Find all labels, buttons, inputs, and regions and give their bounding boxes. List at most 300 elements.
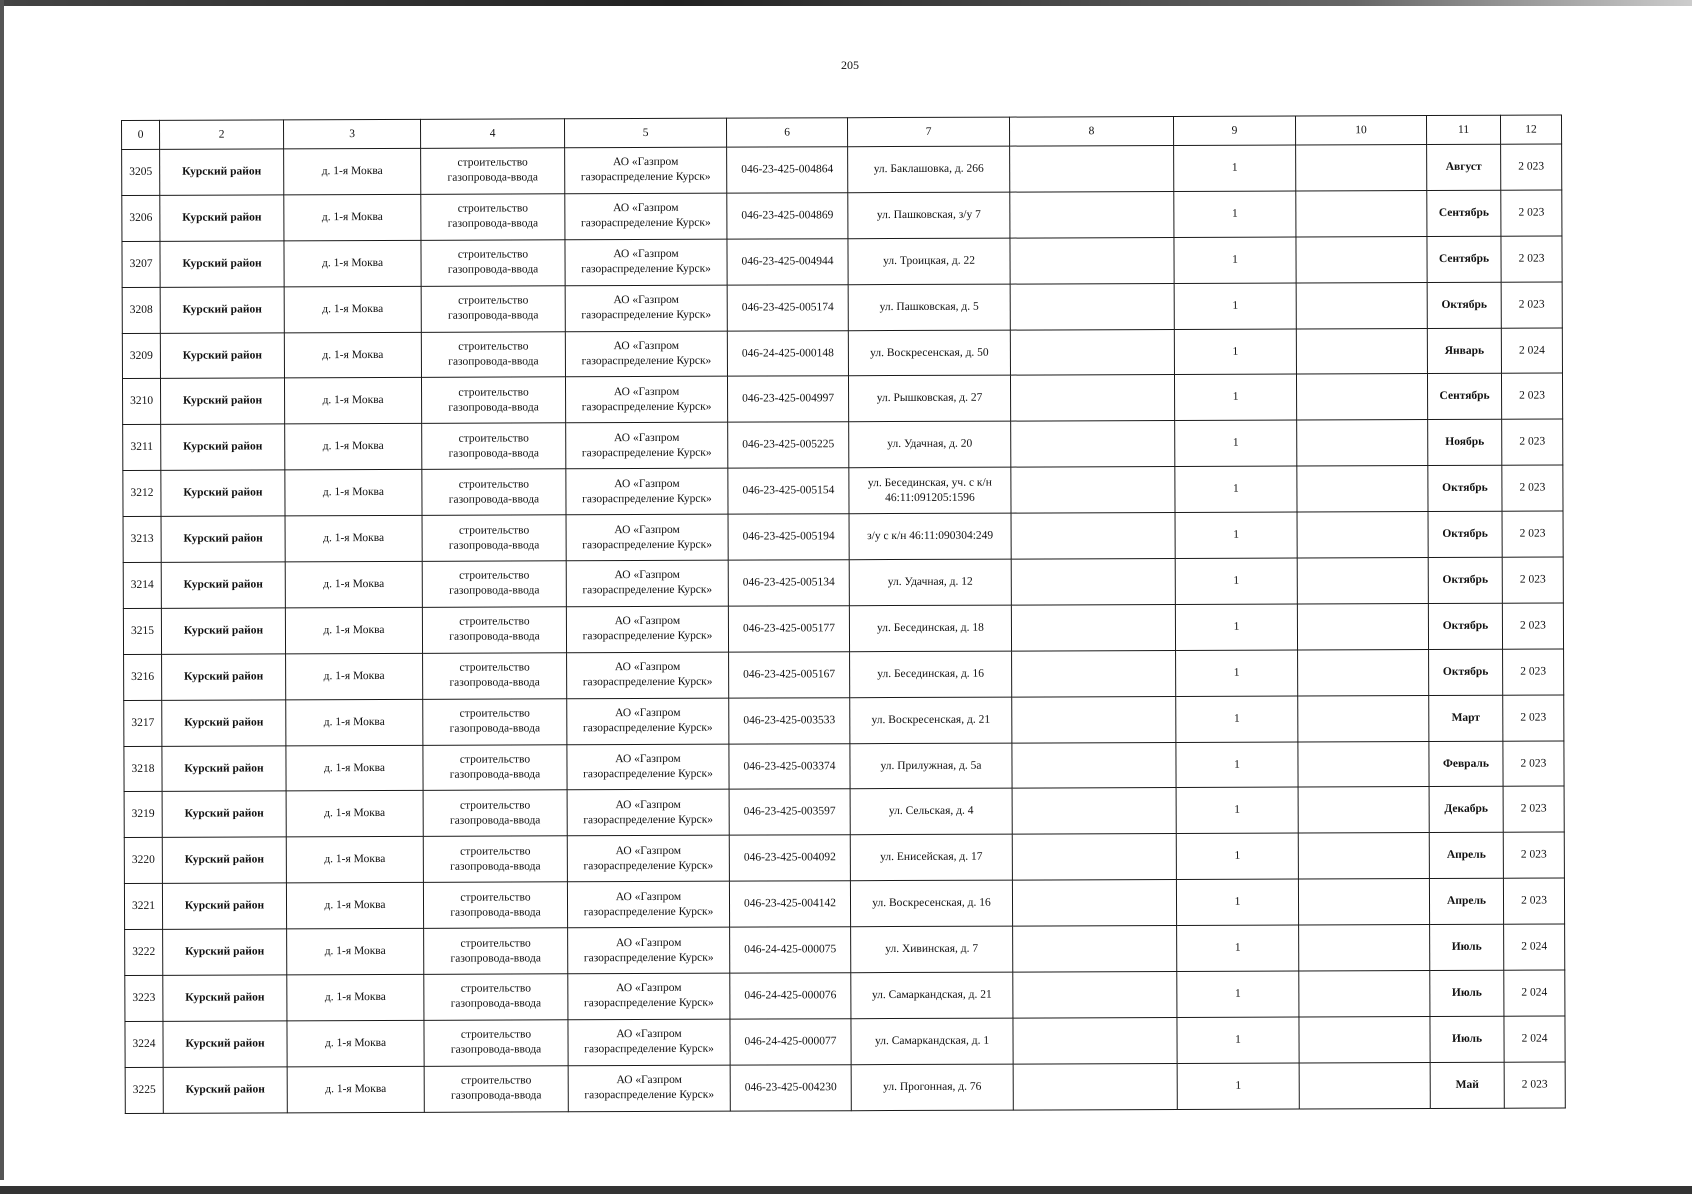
address-cell: ул. Прогонная, д. 76 xyxy=(851,1064,1013,1111)
work-type-line: строительство xyxy=(459,661,530,674)
district-cell: Курский район xyxy=(163,929,287,975)
address-cell: ул. Рышковская, д. 27 xyxy=(848,376,1010,423)
locality-cell: д. 1-я Моква xyxy=(287,974,424,1020)
month-cell: Март xyxy=(1429,695,1503,741)
organization-line: газораспределение Курск» xyxy=(583,859,714,873)
count-cell: 1 xyxy=(1177,971,1299,1017)
column-8-cell xyxy=(1011,467,1175,514)
work-type-line: строительство xyxy=(458,523,530,537)
row-number-cell: 3217 xyxy=(124,700,162,746)
organization-line: АО «Газпром xyxy=(613,339,680,353)
organization-line: газораспределение Курск» xyxy=(584,1088,715,1102)
column-8-cell xyxy=(1012,834,1176,881)
registration-code-cell: 046-23-425-005134 xyxy=(728,560,849,606)
organization-line: АО «Газпром xyxy=(615,936,682,949)
count-cell: 1 xyxy=(1176,833,1298,879)
locality-cell: д. 1-я Моква xyxy=(286,791,423,837)
month-cell: Сентябрь xyxy=(1427,374,1501,420)
column-8-cell xyxy=(1012,742,1176,789)
scan-edge-bottom xyxy=(0,1186,1692,1194)
table-row xyxy=(122,282,1562,333)
work-type-cell xyxy=(421,148,565,194)
district-cell: Курский район xyxy=(163,975,287,1021)
row-number-cell: 3219 xyxy=(124,792,162,838)
column-header: 0 xyxy=(122,120,160,149)
organization-line: АО «Газпром xyxy=(615,752,681,766)
scan-edge-top xyxy=(0,0,1692,6)
locality-cell: д. 1-я Моква xyxy=(286,699,423,745)
column-10-cell xyxy=(1297,603,1428,649)
column-header: 12 xyxy=(1500,115,1561,144)
organization-line: газораспределение Курск» xyxy=(582,538,713,551)
month-cell: Октябрь xyxy=(1428,511,1502,557)
organization-line: газораспределение Курск» xyxy=(583,951,714,964)
organization-line: АО «Газпром xyxy=(614,477,680,490)
month-cell: Август xyxy=(1427,144,1501,190)
work-type-cell xyxy=(423,790,567,836)
organization-line: АО «Газпром xyxy=(616,982,682,995)
organization-line: АО «Газпром xyxy=(615,890,682,903)
table-row xyxy=(122,144,1562,195)
column-10-cell xyxy=(1298,833,1429,879)
organization-line: газораспределение Курск» xyxy=(584,997,714,1010)
address-cell: ул. Бесединская, д. 18 xyxy=(849,605,1011,652)
work-type-cell xyxy=(424,928,568,974)
work-type-cell xyxy=(423,698,567,744)
organization-line: газораспределение Курск» xyxy=(582,630,713,643)
column-8-cell xyxy=(1011,421,1175,468)
organization-cell xyxy=(565,147,727,194)
organization-line: АО «Газпром xyxy=(615,844,682,857)
row-number-cell: 3209 xyxy=(122,333,160,379)
organization-cell xyxy=(568,973,730,1020)
month-cell: Ноябрь xyxy=(1428,420,1502,466)
column-10-cell xyxy=(1296,236,1427,282)
month-cell: Октябрь xyxy=(1428,557,1502,603)
column-8-cell xyxy=(1011,604,1175,651)
column-10-cell xyxy=(1297,420,1428,466)
district-cell: Курский район xyxy=(160,195,284,241)
registration-code-cell: 046-24-425-000148 xyxy=(727,330,848,376)
month-cell: Апрель xyxy=(1429,878,1503,924)
registration-code-cell: 046-24-425-000076 xyxy=(730,973,851,1019)
registration-code-cell: 046-23-425-005174 xyxy=(727,284,848,330)
organization-cell xyxy=(568,927,730,974)
count-cell: 1 xyxy=(1174,329,1296,375)
table-row xyxy=(124,878,1564,929)
column-8-cell xyxy=(1012,650,1176,697)
locality-cell: д. 1-я Моква xyxy=(284,378,421,424)
column-10-cell xyxy=(1297,512,1428,558)
work-type-cell xyxy=(423,653,567,699)
work-type-line: строительство xyxy=(457,156,528,170)
work-type-line: газопровода-ввода xyxy=(450,1043,542,1057)
month-cell: Сентябрь xyxy=(1427,190,1501,236)
year-cell: 2 023 xyxy=(1502,419,1563,465)
address-cell: ул. Баклашовка, д. 266 xyxy=(848,146,1010,193)
table-row xyxy=(123,419,1563,470)
month-cell: Июль xyxy=(1430,1016,1504,1062)
column-header: 11 xyxy=(1426,115,1500,144)
locality-cell: д. 1-я Моква xyxy=(285,470,422,516)
work-type-line: строительство xyxy=(459,707,530,720)
address-cell: ул. Воскресенская, д. 16 xyxy=(850,880,1012,927)
organization-line: АО «Газпром xyxy=(615,706,681,720)
registration-code-cell: 046-23-425-005194 xyxy=(728,514,849,560)
year-cell: 2 023 xyxy=(1503,786,1564,832)
table-row xyxy=(124,649,1564,700)
work-type-cell xyxy=(421,285,565,331)
work-type-cell xyxy=(422,561,566,607)
count-cell: 1 xyxy=(1175,604,1297,650)
organization-line: АО «Газпром xyxy=(613,202,679,215)
scan-edge-left xyxy=(0,0,4,1180)
organization-cell xyxy=(565,285,727,332)
column-10-cell xyxy=(1299,1062,1430,1108)
work-type-cell xyxy=(423,836,567,882)
work-type-cell xyxy=(421,194,565,240)
address-cell: ул. Воскресенская, д. 21 xyxy=(850,697,1012,744)
organization-cell xyxy=(565,239,727,286)
work-type-line: газопровода-ввода xyxy=(447,171,538,185)
column-8-cell xyxy=(1012,788,1176,835)
work-type-cell xyxy=(424,1066,568,1112)
column-8-cell xyxy=(1010,375,1174,422)
count-cell: 1 xyxy=(1176,787,1298,833)
row-number-cell: 3205 xyxy=(122,149,160,195)
locality-cell: д. 1-я Моква xyxy=(284,148,421,194)
work-type-line: газопровода-ввода xyxy=(450,860,541,873)
organization-line: газораспределение Курск» xyxy=(582,721,713,735)
month-cell: Октябрь xyxy=(1429,649,1503,695)
column-header: 6 xyxy=(726,118,847,147)
column-header: 2 xyxy=(160,120,284,149)
registration-code-cell: 046-23-425-004142 xyxy=(729,881,850,927)
year-cell: 2 023 xyxy=(1501,282,1562,328)
registration-code-cell: 046-23-425-004230 xyxy=(730,1065,851,1111)
organization-line: газораспределение Курск» xyxy=(582,492,712,505)
organization-line: АО «Газпром xyxy=(614,523,680,536)
work-type-line: строительство xyxy=(457,248,529,261)
row-number-cell: 3216 xyxy=(124,654,162,700)
locality-cell: д. 1-я Моква xyxy=(286,745,423,791)
work-type-cell xyxy=(424,1020,568,1066)
organization-cell xyxy=(567,744,729,791)
district-cell: Курский район xyxy=(161,424,285,470)
column-header: 5 xyxy=(564,118,726,148)
year-cell: 2 023 xyxy=(1502,557,1563,603)
organization-line: АО «Газпром xyxy=(614,661,681,674)
work-type-cell xyxy=(422,515,566,561)
registration-code-cell: 046-23-425-003597 xyxy=(729,789,850,835)
registration-code-cell: 046-23-425-004869 xyxy=(727,193,848,239)
table-row xyxy=(125,1062,1565,1113)
column-8-cell xyxy=(1013,926,1177,973)
table-row xyxy=(124,832,1564,883)
district-cell: Курский район xyxy=(160,287,284,333)
column-8-cell xyxy=(1010,329,1174,376)
work-type-line: газопровода-ввода xyxy=(448,309,539,322)
organization-cell xyxy=(567,881,729,928)
year-cell: 2 024 xyxy=(1504,924,1565,970)
work-type-line: газопровода-ввода xyxy=(448,355,539,368)
registration-code-cell: 046-23-425-004997 xyxy=(727,376,848,422)
count-cell: 1 xyxy=(1175,466,1297,512)
locality-cell: д. 1-я Моква xyxy=(284,286,421,332)
registration-code-cell: 046-23-425-005177 xyxy=(728,606,849,652)
month-cell: Октябрь xyxy=(1427,282,1501,328)
address-cell: ул. Прилужная, д. 5а xyxy=(850,743,1012,790)
year-cell: 2 023 xyxy=(1501,236,1562,282)
column-8-cell xyxy=(1011,558,1175,605)
year-cell: 2 023 xyxy=(1503,695,1564,741)
address-cell: ул. Самаркандская, д. 1 xyxy=(851,1018,1013,1065)
table-row xyxy=(123,603,1563,654)
organization-line: АО «Газпром xyxy=(613,248,679,261)
organization-line: газораспределение Курск» xyxy=(583,767,713,781)
column-10-cell xyxy=(1296,282,1427,328)
address-cell: ул. Бесединская, уч. с к/н 46:11:091205:1596 xyxy=(849,467,1011,514)
work-type-line: строительство xyxy=(458,386,529,399)
count-cell: 1 xyxy=(1175,558,1297,604)
month-cell: Май xyxy=(1430,1062,1504,1108)
organization-line: газораспределение Курск» xyxy=(581,400,712,414)
organization-line: АО «Газпром xyxy=(613,431,680,444)
column-10-cell xyxy=(1296,190,1427,236)
work-type-line: строительство xyxy=(461,1074,532,1087)
organization-cell xyxy=(568,1019,730,1066)
district-cell: Курский район xyxy=(163,1067,287,1113)
work-type-line: строительство xyxy=(459,615,530,629)
year-cell: 2 023 xyxy=(1503,649,1564,695)
page-number: 205 xyxy=(841,58,859,72)
address-cell: ул. Хивинская, д. 7 xyxy=(851,926,1013,973)
locality-cell: д. 1-я Моква xyxy=(285,607,422,653)
table-row xyxy=(122,190,1562,241)
table-row xyxy=(124,786,1564,837)
column-10-cell xyxy=(1298,695,1429,741)
organization-line: газораспределение Курск» xyxy=(581,308,712,322)
locality-cell: д. 1-я Моква xyxy=(284,194,421,240)
district-cell: Курский район xyxy=(160,149,284,195)
work-type-line: газопровода-ввода xyxy=(450,997,542,1011)
year-cell: 2 023 xyxy=(1501,190,1562,236)
organization-cell xyxy=(567,790,729,837)
column-8-cell xyxy=(1010,237,1174,284)
organization-cell xyxy=(565,193,727,240)
organization-line: газораспределение Курск» xyxy=(582,584,713,597)
locality-cell: д. 1-я Моква xyxy=(287,1020,424,1066)
work-type-line: строительство xyxy=(457,202,529,216)
locality-cell: д. 1-я Моква xyxy=(284,332,421,378)
work-type-line: строительство xyxy=(460,937,531,950)
district-cell: Курский район xyxy=(161,562,285,608)
count-cell: 1 xyxy=(1174,374,1296,420)
registration-code-cell: 046-24-425-000075 xyxy=(730,927,851,973)
address-cell: ул. Самаркандская, д. 21 xyxy=(851,972,1013,1019)
locality-cell: д. 1-я Моква xyxy=(287,1066,424,1112)
organization-line: газораспределение Курск» xyxy=(581,217,711,230)
year-cell: 2 023 xyxy=(1502,465,1563,511)
work-type-cell xyxy=(421,240,565,286)
registration-code-cell: 046-24-425-000077 xyxy=(730,1019,851,1065)
work-type-cell xyxy=(422,469,566,515)
row-number-cell: 3220 xyxy=(124,838,162,884)
row-number-cell: 3224 xyxy=(125,1021,163,1067)
table-body xyxy=(122,144,1566,1113)
registration-code-cell: 046-23-425-004864 xyxy=(727,147,848,193)
count-cell: 1 xyxy=(1175,420,1297,466)
work-type-line: газопровода-ввода xyxy=(449,768,541,781)
row-number-cell: 3214 xyxy=(123,562,161,608)
work-type-line: строительство xyxy=(459,753,531,766)
column-10-cell xyxy=(1297,557,1428,603)
work-type-line: газопровода-ввода xyxy=(448,538,540,552)
work-type-line: строительство xyxy=(460,845,531,858)
organization-line: АО «Газпром xyxy=(614,569,680,582)
year-cell: 2 024 xyxy=(1501,328,1562,374)
registration-code-cell: 046-23-425-005154 xyxy=(728,468,849,514)
district-cell: Курский район xyxy=(161,516,285,562)
address-cell: ул. Сельская, д. 4 xyxy=(850,789,1012,836)
work-type-line: строительство xyxy=(460,1028,532,1042)
column-10-cell xyxy=(1299,971,1430,1017)
locality-cell: д. 1-я Моква xyxy=(285,561,422,607)
organization-cell xyxy=(567,836,729,883)
column-8-cell xyxy=(1013,1063,1177,1110)
column-8-cell xyxy=(1010,283,1174,330)
district-cell: Курский район xyxy=(160,332,284,378)
count-cell: 1 xyxy=(1174,237,1296,283)
work-type-line: строительство xyxy=(459,569,530,583)
work-type-line: строительство xyxy=(458,478,530,491)
work-type-line: газопровода-ввода xyxy=(449,676,540,689)
table-row xyxy=(125,1016,1565,1067)
district-cell: Курский район xyxy=(163,1021,287,1067)
row-number-cell: 3218 xyxy=(124,746,162,792)
column-header: 4 xyxy=(420,119,564,149)
document-sheet xyxy=(121,114,1565,1113)
column-header: 10 xyxy=(1295,115,1426,145)
column-8-cell xyxy=(1010,191,1174,238)
address-cell: ул. Бесединская, д. 16 xyxy=(850,651,1012,698)
organization-line: газораспределение Курск» xyxy=(581,446,712,460)
work-type-line: строительство xyxy=(460,891,531,904)
table-row xyxy=(123,465,1563,516)
row-number-cell: 3215 xyxy=(123,608,161,654)
district-cell: Курский район xyxy=(160,378,284,424)
table-row xyxy=(124,695,1564,746)
organization-cell xyxy=(566,423,728,470)
month-cell: Июль xyxy=(1430,924,1504,970)
count-cell: 1 xyxy=(1174,145,1296,191)
table-row xyxy=(125,970,1565,1021)
column-10-cell xyxy=(1296,328,1427,374)
month-cell: Февраль xyxy=(1429,741,1503,787)
table-row xyxy=(124,741,1564,792)
district-cell: Курский район xyxy=(161,470,285,516)
table-row xyxy=(122,328,1562,379)
organization-line: АО «Газпром xyxy=(614,615,681,628)
organization-cell xyxy=(565,331,727,378)
count-cell: 1 xyxy=(1177,925,1299,971)
address-cell: з/у с к/н 46:11:090304:249 xyxy=(849,513,1011,560)
year-cell: 2 023 xyxy=(1501,373,1562,419)
work-type-line: газопровода-ввода xyxy=(447,263,539,276)
table-row xyxy=(125,924,1565,975)
column-10-cell xyxy=(1297,466,1428,512)
column-8-cell xyxy=(1012,880,1176,927)
column-header: 8 xyxy=(1009,116,1173,146)
table-row xyxy=(123,557,1563,608)
district-cell: Курский район xyxy=(160,241,284,287)
month-cell: Апрель xyxy=(1429,833,1503,879)
column-header: 9 xyxy=(1173,116,1295,145)
work-type-line: газопровода-ввода xyxy=(448,493,540,506)
column-8-cell xyxy=(1013,971,1177,1018)
work-type-line: газопровода-ввода xyxy=(451,1089,542,1102)
organization-line: АО «Газпром xyxy=(613,293,679,307)
work-type-cell xyxy=(423,882,567,928)
address-cell: ул. Енисейская, д. 17 xyxy=(850,834,1012,881)
work-type-line: газопровода-ввода xyxy=(449,584,540,598)
row-number-cell: 3207 xyxy=(122,241,160,287)
work-type-line: газопровода-ввода xyxy=(448,447,540,460)
registration-code-cell: 046-23-425-003374 xyxy=(729,743,850,789)
row-number-cell: 3206 xyxy=(122,195,160,241)
address-cell: ул. Пашковская, д. 5 xyxy=(848,284,1010,331)
column-8-cell xyxy=(1012,696,1176,743)
work-type-line: газопровода-ввода xyxy=(449,814,541,827)
organization-cell xyxy=(567,652,729,699)
month-cell: Октябрь xyxy=(1428,603,1502,649)
row-number-cell: 3210 xyxy=(122,379,160,425)
row-number-cell: 3225 xyxy=(125,1067,163,1113)
district-cell: Курский район xyxy=(162,883,286,929)
month-cell: Сентябрь xyxy=(1427,236,1501,282)
work-type-line: газопровода-ввода xyxy=(449,630,540,644)
work-type-line: газопровода-ввода xyxy=(447,217,539,231)
organization-cell xyxy=(566,468,728,515)
year-cell: 2 023 xyxy=(1502,511,1563,557)
month-cell: Октябрь xyxy=(1428,465,1502,511)
column-8-cell xyxy=(1011,513,1175,560)
row-number-cell: 3213 xyxy=(123,516,161,562)
work-type-cell xyxy=(422,423,566,469)
row-number-cell: 3211 xyxy=(123,425,161,471)
work-type-cell xyxy=(421,377,565,423)
registration-code-cell: 046-23-425-005225 xyxy=(728,422,849,468)
work-type-line: газопровода-ввода xyxy=(449,722,541,735)
row-number-cell: 3221 xyxy=(124,884,162,930)
address-cell: ул. Удачная, д. 12 xyxy=(849,559,1011,606)
month-cell: Июль xyxy=(1430,970,1504,1016)
district-cell: Курский район xyxy=(161,608,285,654)
count-cell: 1 xyxy=(1177,1063,1299,1109)
locality-cell: д. 1-я Моква xyxy=(286,883,423,929)
locality-cell: д. 1-я Моква xyxy=(285,424,422,470)
organization-cell xyxy=(567,698,729,745)
count-cell: 1 xyxy=(1175,512,1297,558)
work-type-line: строительство xyxy=(460,982,532,996)
column-8-cell xyxy=(1010,145,1174,192)
row-number-cell: 3222 xyxy=(125,929,163,975)
table-row xyxy=(123,511,1563,562)
column-10-cell xyxy=(1298,879,1429,925)
row-number-cell: 3212 xyxy=(123,471,161,517)
year-cell: 2 024 xyxy=(1504,970,1565,1016)
district-cell: Курский район xyxy=(162,791,286,837)
